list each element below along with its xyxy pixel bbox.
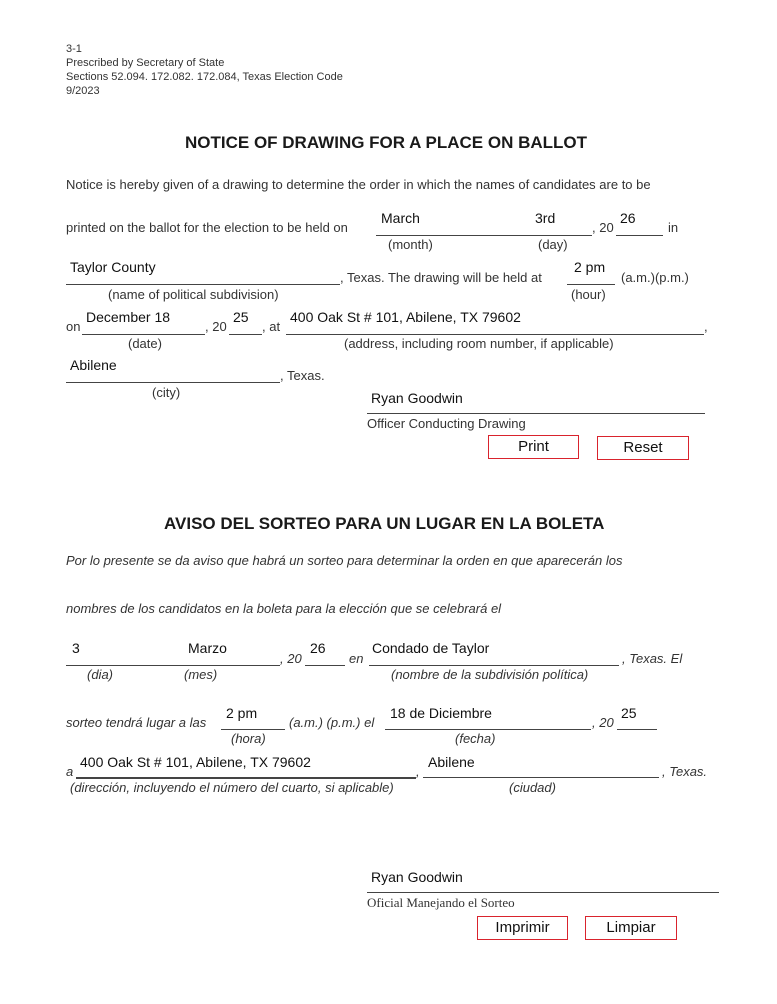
ciudad-underline (423, 777, 659, 778)
dia-field[interactable]: 3 (72, 640, 80, 656)
reset-button[interactable]: Reset (597, 436, 689, 460)
year-underline (616, 235, 663, 236)
hour-caption: (hour) (571, 287, 606, 302)
prescribed-line: Prescribed by Secretary of State (66, 57, 225, 69)
english-intro-line1: Notice is hereby given of a drawing to determine the order in which the names of candidates are to be (66, 177, 651, 192)
in-text: in (668, 220, 679, 235)
ciudad-field[interactable]: Abilene (428, 754, 475, 770)
month-underline (376, 235, 592, 236)
es-subdivision-field[interactable]: Condado de Taylor (372, 640, 490, 656)
ciudad-caption: (ciudad) (509, 780, 556, 795)
city-field[interactable]: Abilene (70, 357, 117, 373)
comma-20: , 20 (592, 220, 614, 235)
hour-underline (567, 284, 615, 285)
month-caption: (month) (388, 237, 433, 252)
english-intro-line2: printed on the ballot for the election to be held on (66, 220, 348, 235)
limpiar-button[interactable]: Limpiar (585, 916, 677, 940)
city-caption: (city) (152, 385, 181, 400)
en-text: en (349, 651, 364, 666)
sections-line: Sections 52.094. 172.082. 172.084, Texas Election Code (66, 71, 343, 83)
es-texas-end: , Texas. (662, 764, 708, 779)
hour-field[interactable]: 2 pm (574, 259, 606, 275)
subdivision-caption: (name of political subdivision) (108, 287, 279, 302)
date-underline (82, 334, 205, 335)
es-comma-20: , 20 (280, 651, 302, 666)
hora-caption: (hora) (231, 731, 266, 746)
mes-field[interactable]: Marzo (188, 640, 227, 656)
fecha-year-field[interactable]: 25 (621, 705, 637, 721)
ampm-text: (a.m.)(p.m.) (621, 270, 689, 285)
fecha-underline (385, 729, 591, 730)
es-subdivision-underline (369, 665, 619, 666)
english-title: NOTICE OF DRAWING FOR A PLACE ON BALLOT (185, 133, 587, 152)
address-caption: (address, including room number, if applicable) (344, 336, 614, 351)
subdivision-field[interactable]: Taylor County (70, 259, 156, 275)
fecha-year-underline (617, 729, 657, 730)
texas-drawing-text: , Texas. The drawing will be held at (340, 270, 542, 285)
es-officer-field[interactable]: Ryan Goodwin (371, 869, 463, 885)
print-button[interactable]: Print (488, 435, 579, 459)
sorteo-text: sorteo tendrá lugar a las (66, 715, 207, 730)
city-underline (66, 382, 280, 383)
hora-underline (221, 729, 285, 730)
a-text: a (66, 764, 74, 779)
ampm-el-text: (a.m.) (p.m.) el (289, 715, 375, 730)
address-underline (286, 334, 704, 335)
hora-field[interactable]: 2 pm (226, 705, 258, 721)
dia-caption: (dia) (87, 667, 114, 682)
address-field[interactable]: 400 Oak St # 101, Abilene, TX 79602 (290, 309, 521, 325)
spanish-intro-line2: nombres de los candidatos en la boleta para la elección que se celebrará el (66, 601, 502, 616)
es-year-underline (305, 665, 345, 666)
year-field[interactable]: 26 (620, 210, 636, 226)
at-text: , at (262, 319, 281, 334)
texas-end: , Texas. (280, 368, 325, 383)
texas-el-text: , Texas. El (622, 651, 683, 666)
fecha-field[interactable]: 18 de Diciembre (390, 705, 492, 721)
day-field[interactable]: 3rd (535, 210, 556, 226)
es-year-field[interactable]: 26 (310, 640, 326, 656)
date-year-underline (229, 334, 262, 335)
on-text: on (66, 319, 81, 334)
direccion-caption: (dirección, incluyendo el número del cuarto, si aplicable) (70, 780, 394, 795)
es-officer-underline (367, 892, 719, 893)
officer-underline (367, 413, 705, 414)
comma-end: , (704, 319, 708, 334)
mes-caption: (mes) (184, 667, 218, 682)
date-field[interactable]: December 18 (86, 309, 171, 325)
date-caption: (date) (128, 336, 162, 351)
revision-line: 9/2023 (66, 85, 100, 97)
month-field[interactable]: March (381, 210, 420, 226)
subdivision-underline (66, 284, 340, 285)
es-subdivision-caption: (nombre de la subdivisión política) (391, 667, 589, 682)
spanish-intro-line1: Por lo presente se da aviso que habrá un sorteo para determinar la orden en que aparecerán los (66, 553, 623, 568)
dia-mes-underline (66, 665, 280, 666)
es-comma-20b: , 20 (592, 715, 614, 730)
es-comma-mid: , (416, 764, 420, 779)
spanish-title: AVISO DEL SORTEO PARA UN LUGAR EN LA BOLETA (164, 514, 605, 533)
comma-20b: , 20 (205, 319, 227, 334)
direccion-underline (76, 777, 416, 779)
officer-field[interactable]: Ryan Goodwin (371, 390, 463, 406)
form-number: 3-1 (66, 43, 82, 55)
es-officer-label: Oficial Manejando el Sorteo (367, 895, 515, 910)
day-caption: (day) (538, 237, 568, 252)
date-year-field[interactable]: 25 (233, 309, 249, 325)
imprimir-button[interactable]: Imprimir (477, 916, 568, 940)
direccion-field[interactable]: 400 Oak St # 101, Abilene, TX 79602 (80, 754, 311, 770)
fecha-caption: (fecha) (455, 731, 496, 746)
officer-label: Officer Conducting Drawing (367, 416, 526, 431)
